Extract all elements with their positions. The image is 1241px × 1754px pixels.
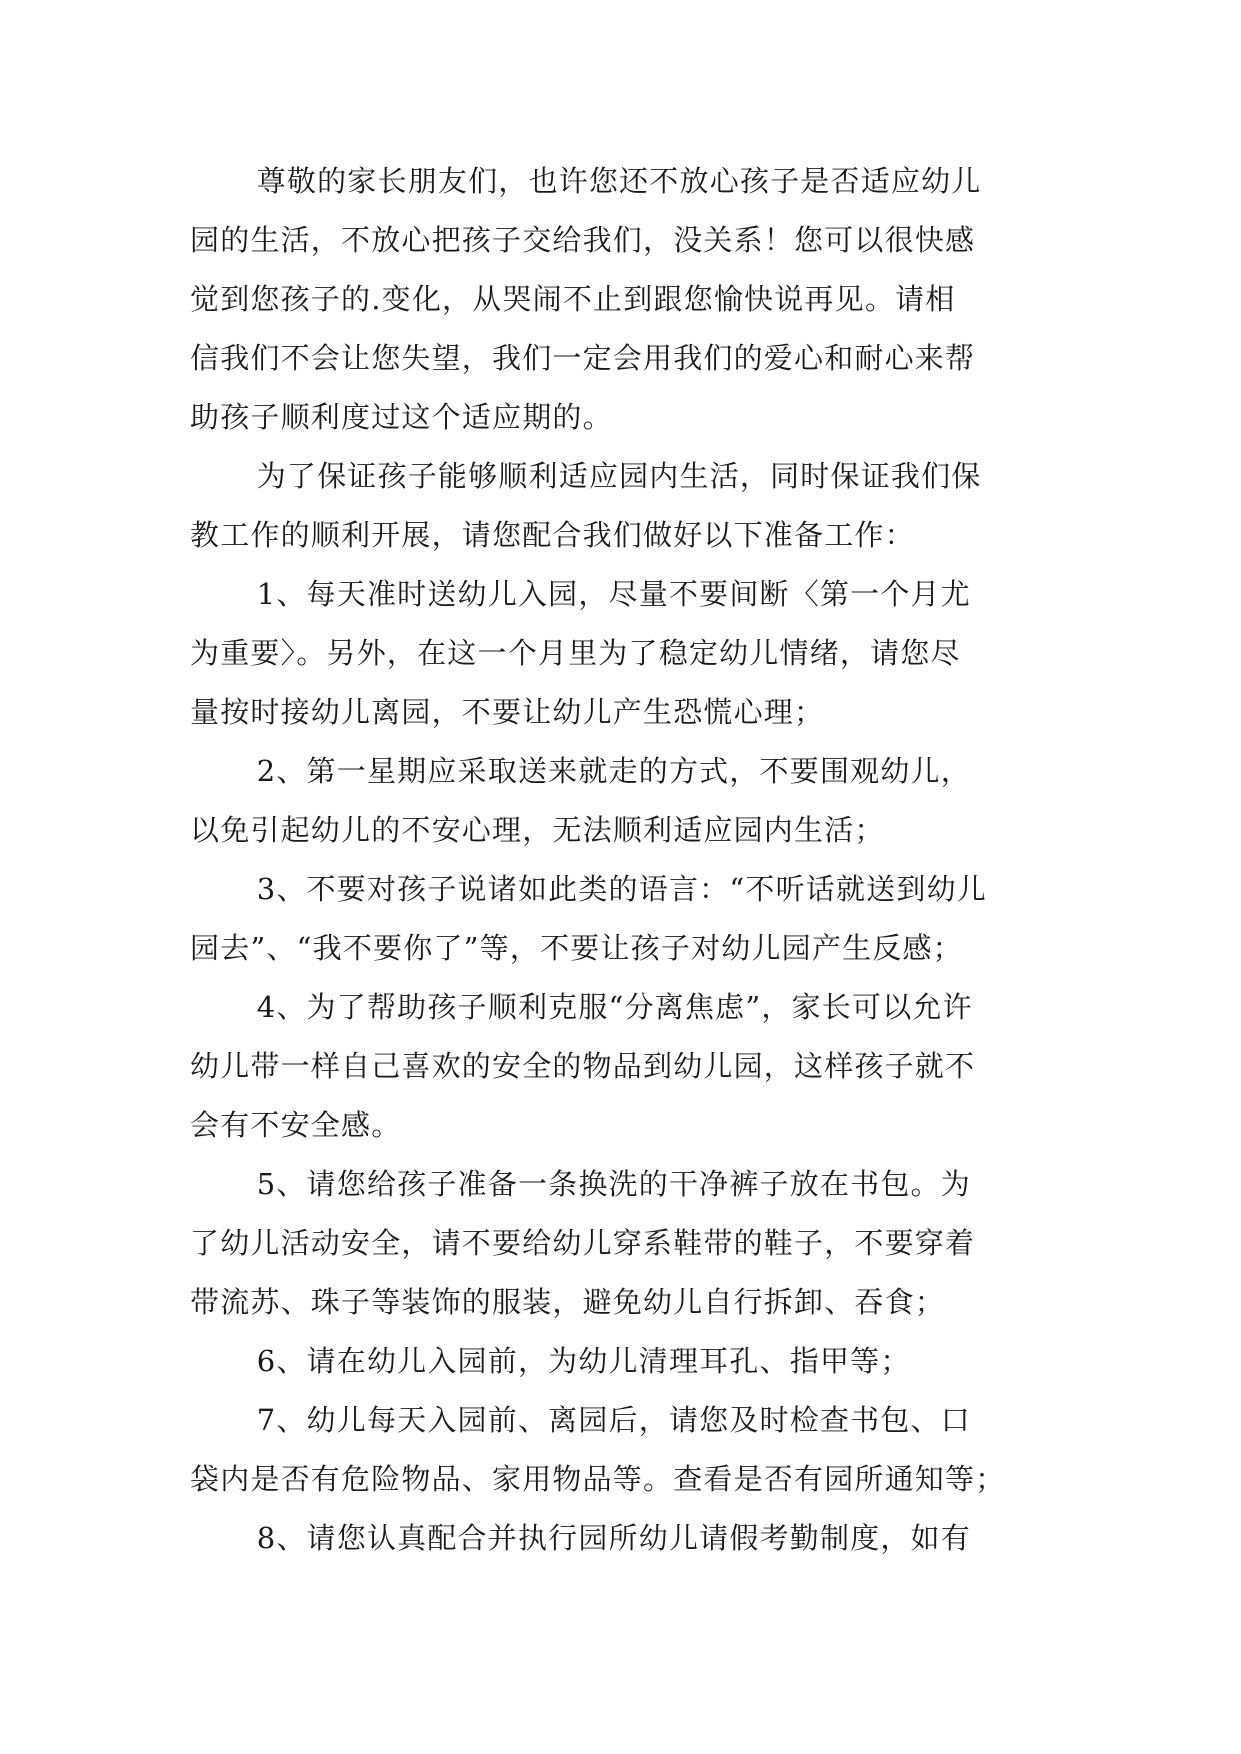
list-item-4: 4、为了帮助孩子顺利克服“分离焦虑”，家长可以允许 幼儿带一样自己喜欢的安全的物品到幼儿园，这样孩子就不 会有不安全感。 (190, 990, 976, 1142)
paragraph-preparation: 为了保证孩子能够顺利适应园内生活，同时保证我们保 教工作的顺利开展，请您配合我们做好以下准备工作： (190, 459, 982, 552)
list-item-2: 2、第一星期应采取送来就走的方式，不要围观幼儿， 以免引起幼儿的不安心理，无法顺利适应园内生活； (190, 754, 971, 847)
document-body (190, 152, 1050, 1568)
list-item-7: 7、幼儿每天入园前、离园后，请您及时检查书包、口 袋内是否有危险物品、家用物品等。查看是否有园所通知等； (190, 1403, 1006, 1496)
paragraph-intro: 尊敬的家长朋友们，也许您还不放心孩子是否适应幼儿 园的生活，不放心把孩子交给我们，没关系！您可以很快感 觉到您孩子的.变化，从哭闹不止到跟您愉快说再见。请相 信我们不会让您失望，我们一定会用我们的爱心和耐心来帮 助孩子顺利度过这个适应期的。 (190, 164, 982, 434)
list-item-8: 8、请您认真配合并执行园所幼儿请假考勤制度，如有 (256, 1521, 971, 1555)
list-item-5: 5、请您给孩子准备一条换洗的干净裤子放在书包。为 了幼儿活动安全，请不要给幼儿穿系鞋带的鞋子，不要穿着 带流苏、珠子等装饰的服装，避免幼儿自行拆卸、吞食； (190, 1167, 976, 1319)
list-item-3: 3、不要对孩子说诸如此类的语言：“不听话就送到幼儿 园去”、“我不要你了”等，不要让孩子对幼儿园产生反感； (190, 872, 987, 965)
list-item-1: 1、每天准时送幼儿入园，尽量不要间断〈第一个月尤 为重要〉。另外，在这一个月里为了稳定幼儿情绪，请您尽 量按时接幼儿离园，不要让幼儿产生恐慌心理； (190, 577, 971, 729)
list-item-6: 6、请在幼儿入园前，为幼儿清理耳孔、指甲等； (256, 1344, 911, 1378)
